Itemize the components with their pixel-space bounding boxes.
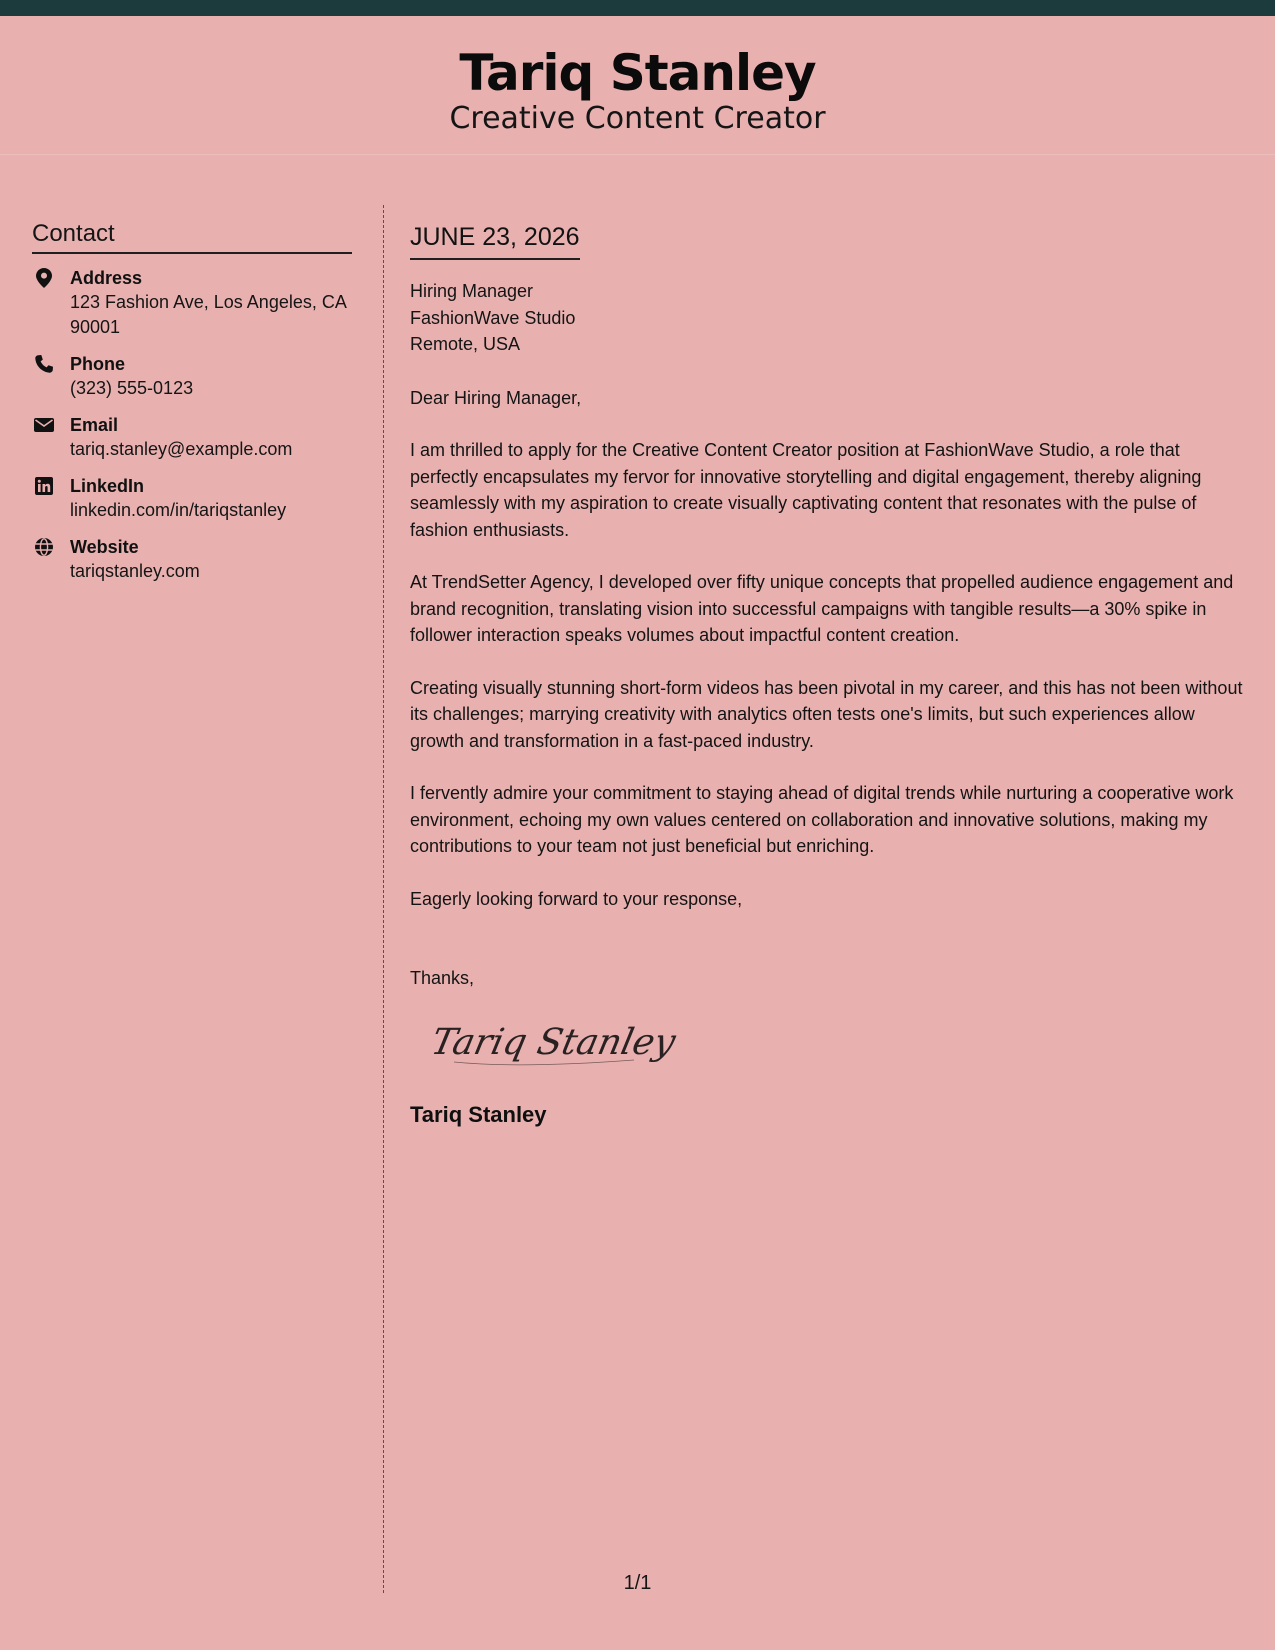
svg-text:Tariq Stanley: Tariq Stanley [427,1019,680,1063]
contact-value-email: tariq.stanley@example.com [70,439,293,459]
closing-line: Eagerly looking forward to your response, [410,888,743,909]
letter-body [410,220,1245,1129]
contact-label: Website [70,537,139,557]
body-paragraph: At TrendSetter Agency, I developed over fifty unique concepts that propelled audience engagement and brand recognition, translating vision into successful campaigns with tangible results—a 30% spike in follower interaction speaks volumes about impactful content creation. [410,572,1234,645]
handwritten-signature [427,1014,680,1074]
body-paragraph: Creating visually stunning short-form videos has been pivotal in my career, and this has not been without its challenges; marrying creativity with analytics often tests one's limits, but such experiences allow growth and transformation in a fast-paced industry. [410,677,1243,751]
page-header [0,16,1275,155]
applicant-title: Creative Content Creator [449,101,826,136]
envelope-icon [34,415,54,435]
signer-name: Tariq Stanley [410,1102,547,1127]
contact-label: Address [70,268,143,288]
globe-icon [34,537,54,557]
column-divider [383,205,384,1593]
top-accent-bar [0,0,1275,16]
contact-value-linkedin: linkedin.com/in/tariqstanley [70,500,287,520]
contact-value-phone: (323) 555-0123 [70,378,194,398]
body-paragraph: I am thrilled to apply for the Creative Content Creator position at FashionWave Studio, a role that perfectly encapsulates my fervor for innovative storytelling and digital engagement, thereby aligning seamlessly with my aspiration to create visually captivating content that resonates with the pulse of fashion enthusiasts. [410,440,1202,540]
recipient-company: FashionWave Studio [410,307,576,328]
recipient-name: Hiring Manager [410,281,534,301]
contact-item-phone [32,352,352,401]
page-number: 1/1 [623,1572,652,1594]
contact-item-address [32,266,352,340]
phone-icon [34,354,54,374]
contact-label: Email [70,415,119,435]
contact-sidebar [32,218,352,596]
recipient-block [410,278,1245,358]
applicant-name: Tariq Stanley [459,44,816,102]
contact-item-linkedin [32,474,352,523]
contact-value-website: tariqstanley.com [70,561,200,581]
contact-value-address: 123 Fashion Ave, Los Angeles, CA 90001 [70,292,346,337]
body-paragraph: I fervently admire your commitment to staying ahead of digital trends while nurturing a cooperative work environment, echoing my own values centered on collaboration and innovative solutions, making my contributions to your team not just beneficial but enriching. [410,783,1234,856]
salutation: Dear Hiring Manager, [410,387,582,408]
contact-item-email [32,413,352,462]
contact-label: LinkedIn [70,476,145,496]
contact-label: Phone [70,354,126,374]
letter-date: JUNE 23, 2026 [410,220,580,260]
recipient-location: Remote, USA [410,334,521,354]
signoff: Thanks, [410,968,475,988]
map-pin-icon [34,268,54,288]
contact-heading: Contact [32,218,352,254]
linkedin-icon [34,476,54,496]
contact-item-website [32,535,352,584]
